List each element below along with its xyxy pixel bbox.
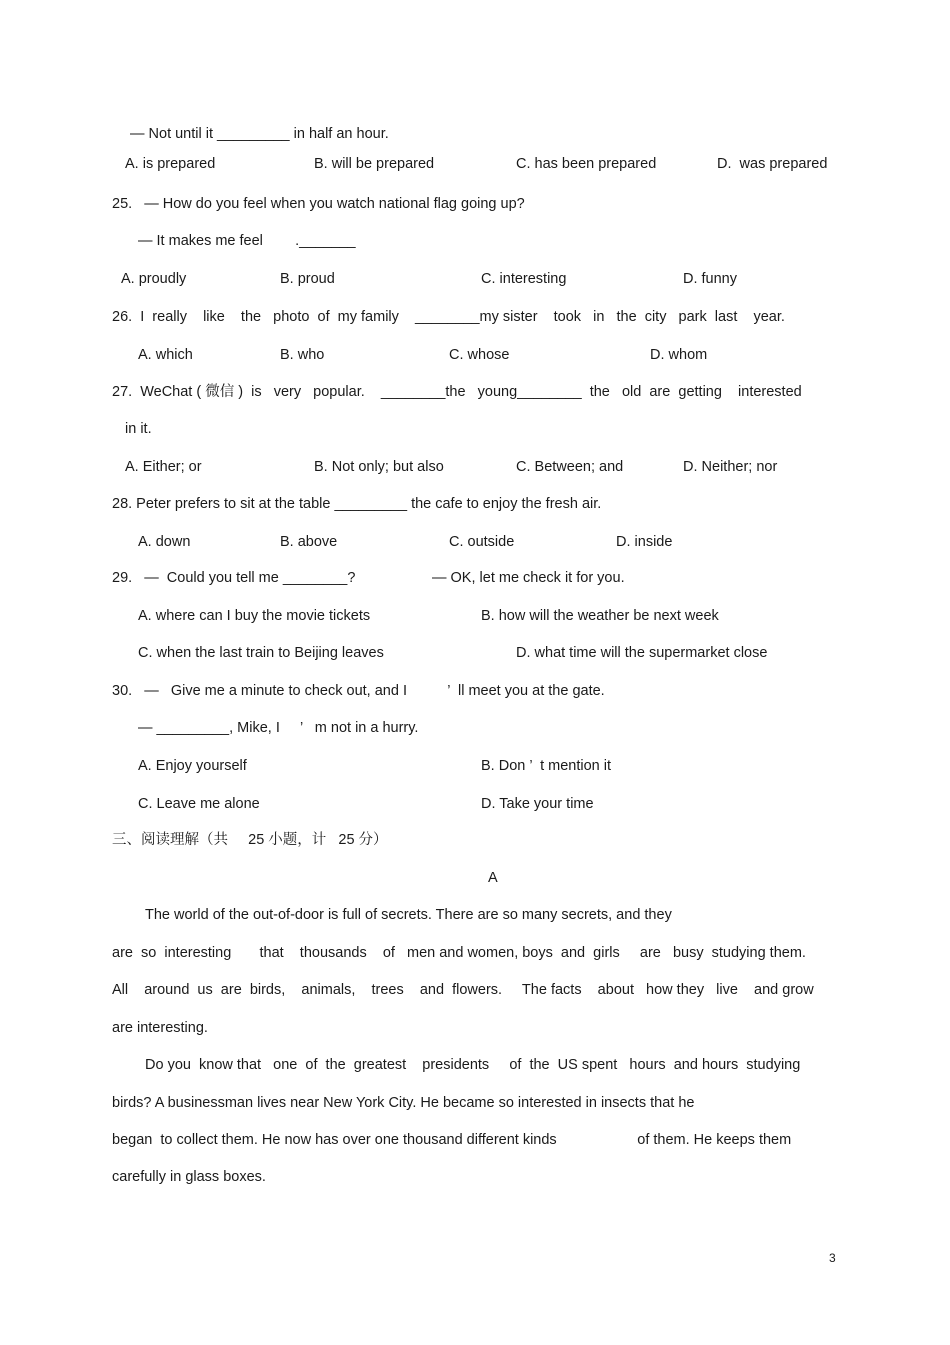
passage-line: birds? A businessman lives near New York City. He became so interested in insects that he bbox=[112, 1095, 695, 1111]
q30-option-d: D. Take your time bbox=[481, 796, 594, 812]
q28-option-c: C. outside bbox=[449, 534, 515, 550]
q30-reply: — _________, Mike, I ’ m not in a hurry. bbox=[138, 720, 419, 736]
q24-option-c: C. has been prepared bbox=[516, 156, 657, 172]
q25-option-c: C. interesting bbox=[481, 271, 567, 287]
q26-stem: 26. I really like the photo of my family ________my sister took in the city park last year. bbox=[112, 309, 785, 325]
q29-stem: 29. — Could you tell me ________? bbox=[112, 570, 356, 586]
q28-option-d: D. inside bbox=[616, 534, 673, 550]
passage-label: A bbox=[488, 870, 498, 886]
q25-option-d: D. funny bbox=[683, 271, 737, 287]
q26-option-d: D. whom bbox=[650, 347, 708, 363]
passage-line: All around us are birds, animals, trees and flowers. The facts about how they live and grow bbox=[112, 982, 814, 998]
q30-option-b: B. Don ’ t mention it bbox=[481, 758, 612, 774]
passage-line: are interesting. bbox=[112, 1020, 208, 1036]
q25-reply: — It makes me feel ._______ bbox=[138, 233, 356, 249]
passage-line: began to collect them. He now has over one thousand different kinds of them. He keeps them bbox=[112, 1132, 792, 1148]
q27-stem: 27. WeChat ( 微信 ) is very popular. ________the young________ the old are getting interested bbox=[112, 384, 802, 400]
q27-stem-cont: in it. bbox=[125, 421, 152, 437]
q29-option-a: A. where can I buy the movie tickets bbox=[138, 608, 371, 624]
q26-option-b: B. who bbox=[280, 347, 325, 363]
q27-option-b: B. Not only; but also bbox=[314, 459, 444, 475]
q27-option-d: D. Neither; nor bbox=[683, 459, 778, 475]
section-heading: 三、阅读理解（共 25 小题，计 25 分） bbox=[112, 832, 388, 848]
q29-option-c: C. when the last train to Beijing leaves bbox=[138, 645, 384, 661]
q26-option-a: A. which bbox=[138, 347, 193, 363]
q27-option-c: C. Between; and bbox=[516, 459, 624, 475]
q28-option-a: A. down bbox=[138, 534, 191, 550]
q27-option-a: A. Either; or bbox=[125, 459, 202, 475]
q24-option-b: B. will be prepared bbox=[314, 156, 435, 172]
page-number: 3 bbox=[829, 1251, 836, 1265]
passage-line: Do you know that one of the greatest presidents of the US spent hours and hours studying bbox=[145, 1057, 801, 1073]
q25-option-a: A. proudly bbox=[121, 271, 187, 287]
q28-option-b: B. above bbox=[280, 534, 338, 550]
q24-option-a: A. is prepared bbox=[125, 156, 216, 172]
q29-reply: — OK, let me check it for you. bbox=[432, 570, 625, 586]
passage-line: The world of the out-of-door is full of secrets. There are so many secrets, and they bbox=[145, 907, 672, 923]
q26-option-c: C. whose bbox=[449, 347, 510, 363]
q29-option-d: D. what time will the supermarket close bbox=[516, 645, 768, 661]
q30-option-c: C. Leave me alone bbox=[138, 796, 260, 812]
q24-option-d: D. was prepared bbox=[717, 156, 828, 172]
q30-option-a: A. Enjoy yourself bbox=[138, 758, 247, 774]
q24-stem: — Not until it _________ in half an hour. bbox=[130, 126, 389, 142]
q28-stem: 28. Peter prefers to sit at the table _________ the cafe to enjoy the fresh air. bbox=[112, 496, 602, 512]
q30-stem: 30. — Give me a minute to check out, and I ’ ll meet you at the gate. bbox=[112, 683, 605, 699]
passage-line: are so interesting that thousands of men and women, boys and girls are busy studying them. bbox=[112, 945, 806, 961]
passage-line: carefully in glass boxes. bbox=[112, 1169, 266, 1185]
q25-option-b: B. proud bbox=[280, 271, 335, 287]
q29-option-b: B. how will the weather be next week bbox=[481, 608, 719, 624]
q25-stem: 25. — How do you feel when you watch national flag going up? bbox=[112, 196, 525, 212]
